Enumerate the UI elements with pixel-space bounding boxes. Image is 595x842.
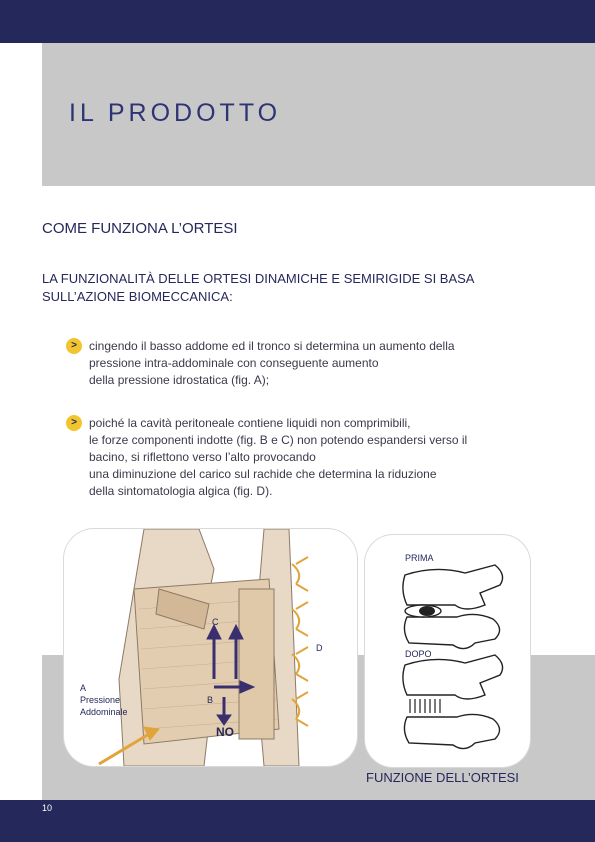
label-addominale: Addominale: [80, 707, 128, 717]
bullet-line: le forze componenti indotte (fig. B e C) non potendo espandersi verso il: [89, 433, 468, 447]
label-b: B: [207, 695, 214, 705]
orthosis-illustration: [64, 529, 357, 766]
bullet-text: [89, 415, 536, 500]
bottom-band: [0, 800, 595, 842]
top-band: [0, 0, 595, 43]
label-a: A: [80, 683, 87, 693]
arrow-bullet-icon: >: [66, 415, 82, 431]
vertebrae-illustration: [365, 535, 530, 767]
lead-line: LA FUNZIONALITÀ DELLE ORTESI DINAMICHE E SEMIRIGIDE SI BASA: [42, 271, 475, 286]
label-pressione: Pressione: [80, 695, 121, 705]
label-d: D: [316, 643, 323, 653]
bullet-item: [66, 415, 536, 500]
bullet-line: della pressione idrostatica (fig. A);: [89, 373, 270, 387]
vertebrae-figure-panel: [365, 535, 530, 767]
arrow-bullet-icon: >: [66, 338, 82, 354]
orthosis-figure-panel: [64, 529, 357, 766]
figure-caption: FUNZIONE DELL’ORTESI: [366, 770, 519, 785]
lead-line: SULL’AZIONE BIOMECCANICA:: [42, 289, 233, 304]
bullet-text: [89, 338, 536, 389]
section-title: COME FUNZIONA L’ORTESI: [42, 220, 238, 237]
page-number: 10: [42, 803, 53, 813]
bullet-line: della sintomatologia algica (fig. D).: [89, 484, 273, 498]
bullet-line: cingendo il basso addome ed il tronco si determina un aumento della: [89, 339, 455, 353]
bullet-line: pressione intra-addominale con conseguente aumento: [89, 356, 379, 370]
title-box: [42, 43, 595, 186]
bullet-line: una diminuzione del carico sul rachide che determina la riduzione: [89, 467, 437, 481]
lead-paragraph: [42, 270, 522, 306]
bullet-item: [66, 338, 536, 389]
bullet-line: poiché la cavità peritoneale contiene liquidi non comprimibili,: [89, 416, 411, 430]
bullet-line: bacino, si riflettono verso l’alto provocando: [89, 450, 316, 464]
label-dopo: DOPO: [405, 649, 432, 659]
label-no: NO: [216, 725, 234, 739]
page-title: IL PRODOTTO: [69, 99, 282, 127]
label-prima: PRIMA: [405, 553, 434, 563]
label-c: C: [212, 617, 219, 627]
